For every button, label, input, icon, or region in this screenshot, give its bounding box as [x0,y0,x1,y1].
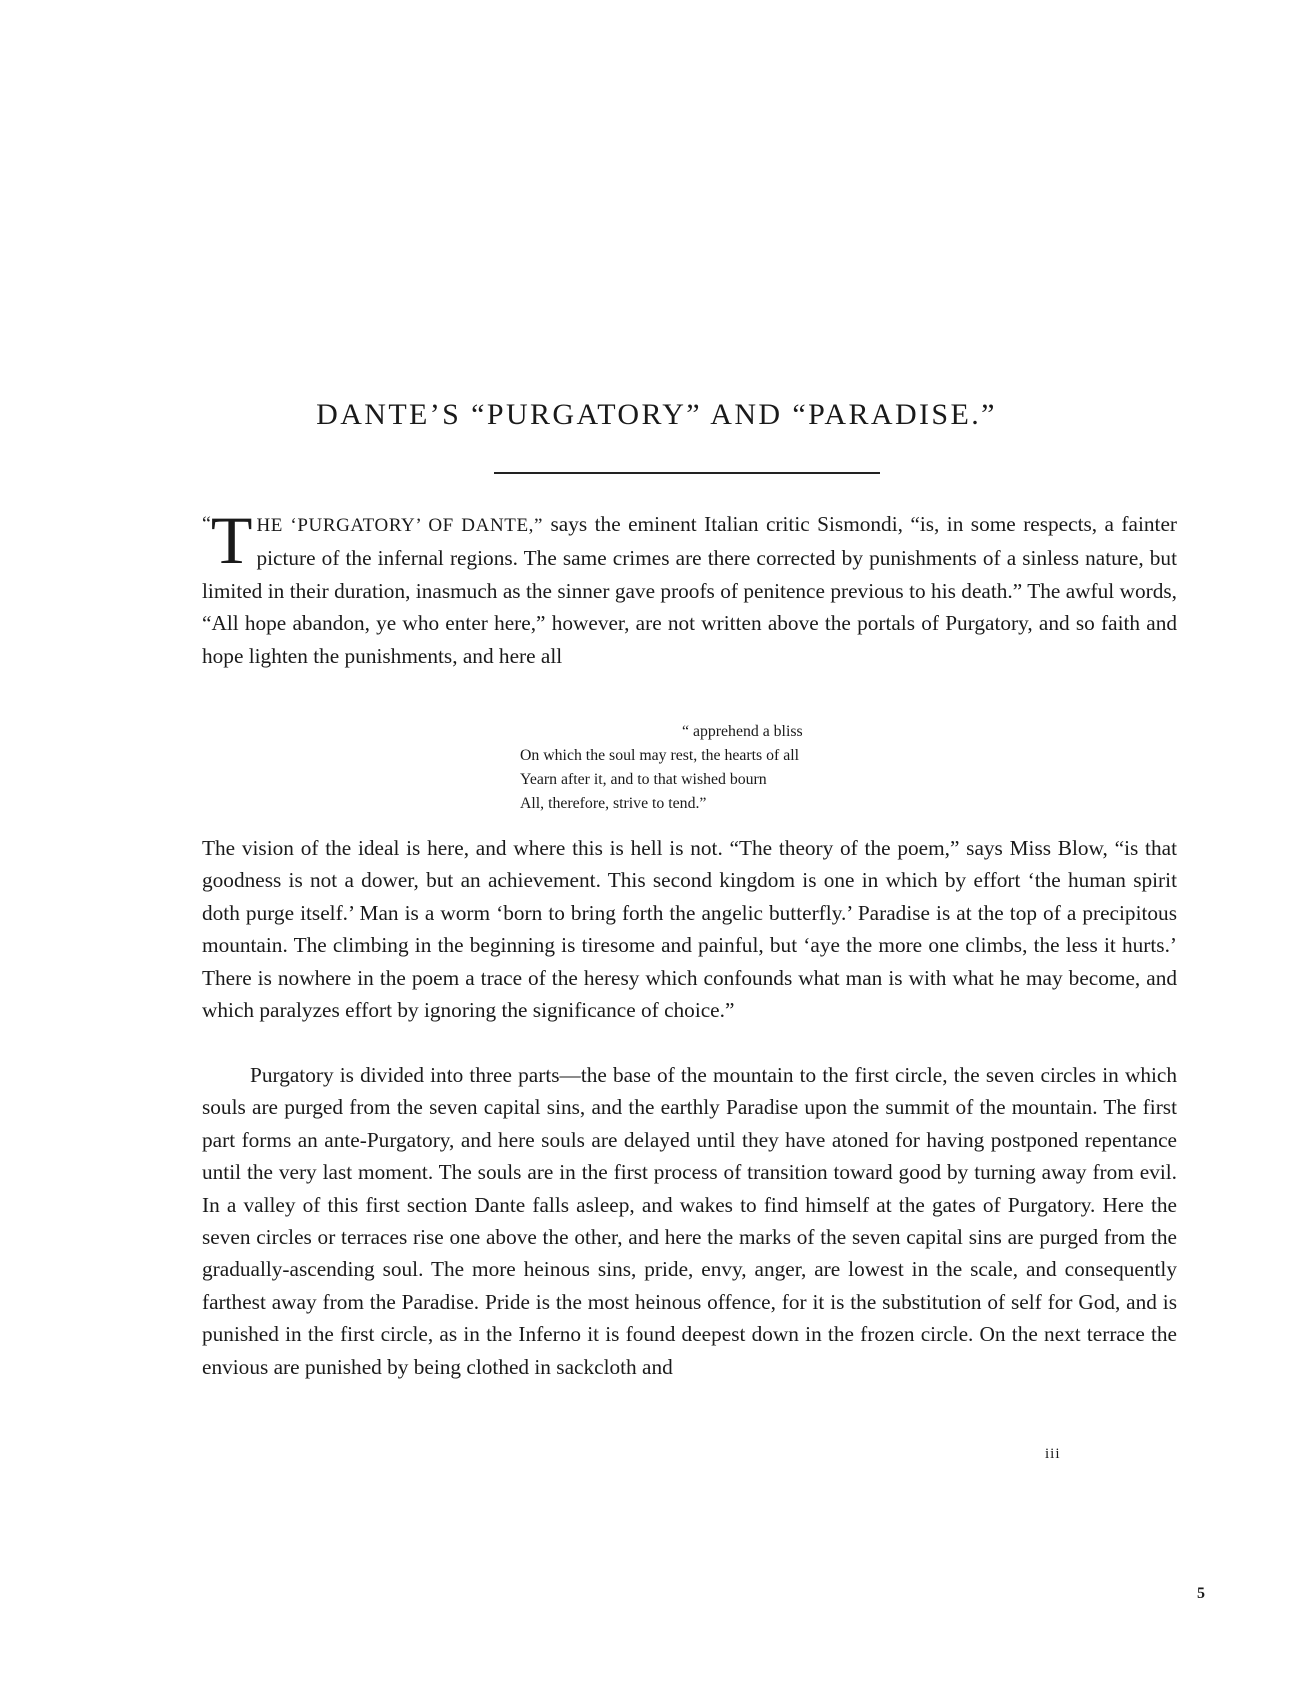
verse-line: All, therefore, strive to tend.” [520,795,707,812]
page-title: DANTE’S “PURGATORY” AND “PARADISE.” [316,398,997,431]
verse-line: On which the soul may rest, the hearts of all [520,747,800,764]
page-number: 5 [1197,1585,1205,1602]
paragraph-vision-of-ideal: The vision of the ideal is here, and where this is hell is not. “The theory of the poem,” says Miss Blow, “is that goodness is not a dower, but an achievement. This second kingdom is one in which by effort ‘the human spirit doth purge itself.’ Man is a worm ‘born to bring forth the angelic butterfly.’ Paradise is at the top of a precipitous mountain. The climbing in the beginning is tiresome and painful, but ‘aye the more one climbs, the less it hurts.’ There is nowhere in the poem a trace of the heresy which confounds what man is with what he may become, and which paralyzes effort by ignoring the significance of choice.” [202,836,1177,1023]
opening-text: says the eminent Italian critic Sismondi, “is, in some respects, a fainter picture of the infernal regions. The same crimes are there corrected by punishments of a sinless nature, but limited in their duration, inasmuch as the sinner gave proofs of penitence previous to his death.” The awful words, “All hope abandon, ye who enter here,” however, are not written above the portals of Purgatory, and so faith and hope lighten the punishments, and here all [202,512,1178,668]
opening-lead-in: HE ‘PURGATORY’ OF DANTE,” [256,515,544,536]
drop-cap-group [202,502,253,578]
verse-line: Yearn after it, and to that wished bourn [520,771,767,788]
verse-quotation [520,720,880,816]
opening-paragraph [202,502,1178,672]
verse-line: “ apprehend a bliss [682,723,803,740]
opening-quote-mark: “ [202,513,211,535]
roman-page-marker: iii [1045,1446,1061,1462]
title-divider [494,472,880,474]
drop-cap: T [210,502,253,578]
paragraph-purgatory-divisions: Purgatory is divided into three parts—the base of the mountain to the first circle, the seven circles in which souls are purged from the seven capital sins, and the earthly Paradise upon the summit of the mountain. The first part forms an ante-Purgatory, and here souls are delayed until they have atoned for having postponed repentance until the very last moment. The souls are in the first process of transition toward good by turning away from evil. In a valley of this first section Dante falls asleep, and wakes to find himself at the gates of Purgatory. Here the seven circles or terraces rise one above the other, and here the marks of the seven capital sins are purged from the gradually-ascending soul. The more heinous sins, pride, envy, anger, are lowest in the scale, and consequently farthest away from the Paradise. Pride is the most heinous offence, for it is the substitution of self for God, and is punished in the first circle, as in the Inferno it is found deepest down in the frozen circle. On the next terrace the envious are punished by being clothed in sackcloth and [202,1063,1177,1379]
